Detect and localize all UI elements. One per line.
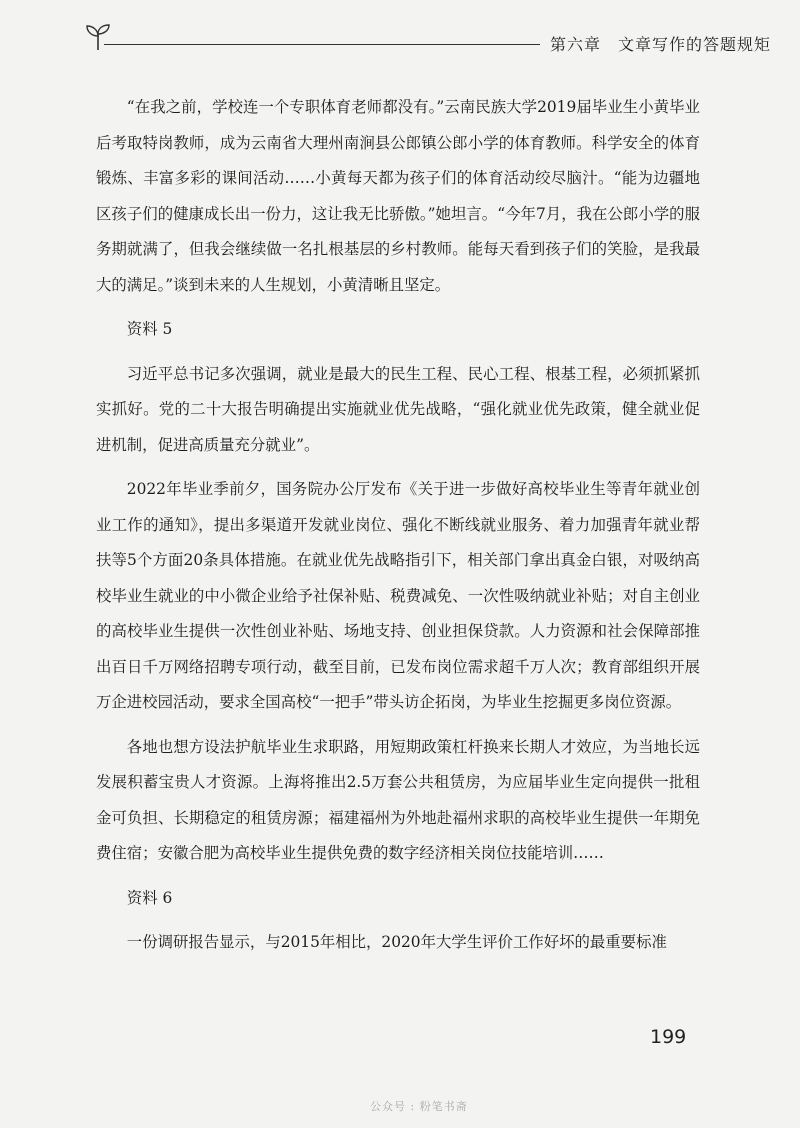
- paragraph: 各地也想方设法护航毕业生求职路，用短期政策杠杆换来长期人才效应，为当地长远发展积蓄宝贵人才资源。上海将推出2.5万套公共租赁房，为应届毕业生定向提供一批租金可负担、长期稳定的租赁房源；福建福州为外地赴福州求职的高校毕业生提供一年期免费住宿；安徽合肥为高校毕业生提供免费的数字经济相关岗位技能培训……: [96, 737, 700, 862]
- watermark: 公众号 : 粉笔书斋: [370, 1100, 468, 1113]
- paragraph: “在我之前，学校连一个专职体育老师都没有。”云南民族大学2019届毕业生小黄毕业后考取特岗教师，成为云南省大理州南涧县公郎镇公郎小学的体育教师。科学安全的体育锻炼、丰富多彩的课间活动……小黄每天都为孩子们的体育活动绞尽脑汁。“能为边疆地区孩子们的健康成长出一份力，这让我无比骄傲。”她坦言。“今年7月，我在公郎小学的服务期就满了，但我会继续做一名扎根基层的乡村教师。能每天看到孩子们的笑脸，是我最大的满足。”谈到未来的人生规划，小黄清晰且坚定。: [96, 98, 700, 294]
- header-rule: [104, 44, 540, 45]
- chapter-title: 第六章 文章写作的答题规矩: [550, 35, 772, 54]
- paragraph: 2022年毕业季前夕，国务院办公厅发布《关于进一步做好高校毕业生等青年就业创业工作的通知》，提出多渠道开发就业岗位、强化不断线就业服务、着力加强青年就业帮扶等5个方面20条具体措施。在就业优先战略指引下，相关部门拿出真金白银，对吸纳高校毕业生就业的中小微企业给予社保补贴、税费减免、一次性吸纳就业补贴；对自主创业的高校毕业生提供一次性创业补贴、场地支持、创业担保贷款。人力资源和社会保障部推出百日千万网络招聘专项行动，截至目前，已发布岗位需求超千万人次；教育部组织开展万企进校园活动，要求全国高校“一把手”带头访企拓岗，为毕业生挖掘更多岗位资源。: [96, 480, 700, 711]
- running-header: [84, 18, 772, 58]
- material-label-5: 资料 5: [126, 320, 173, 338]
- page-number: 199: [650, 1026, 687, 1048]
- paragraph: 一份调研报告显示，与2015年相比，2020年大学生评价工作好坏的最重要标准: [126, 933, 667, 951]
- page-body: [96, 90, 700, 961]
- paragraph: 习近平总书记多次强调，就业是最大的民生工程、民心工程、根基工程，必须抓紧抓实抓好。党的二十大报告明确提出实施就业优先战略，“强化就业优先政策，健全就业促进机制，促进高质量充分就业”。: [96, 364, 700, 454]
- material-label-6: 资料 6: [126, 888, 173, 907]
- sprout-icon: [84, 22, 112, 52]
